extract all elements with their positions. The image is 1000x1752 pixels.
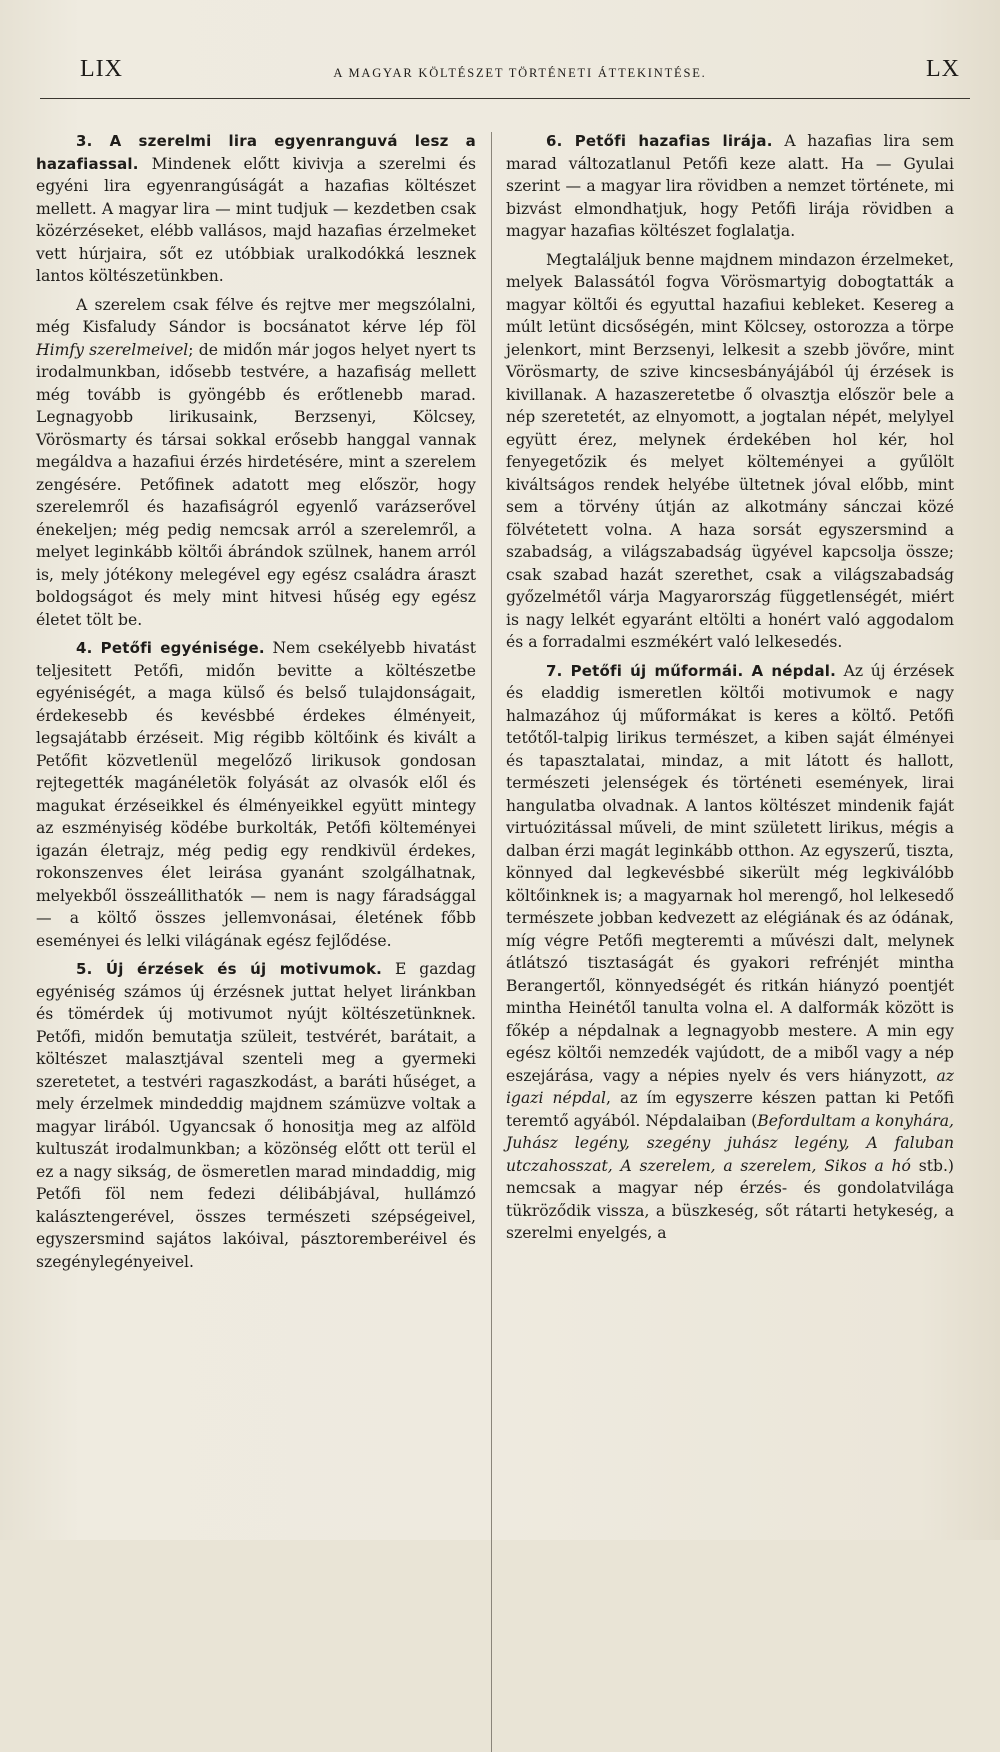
emphasis-text: az igazi népdal — [506, 1066, 954, 1107]
section-3-paragraph-2 — [36, 294, 476, 632]
song-titles: Befordultam a konyhára, Juhász legény, szegény juhász legény, A faluban utczahosszat, A szerelem, a szerelem, Sikos a hó — [506, 1111, 954, 1175]
section-4-text: Nem csekélyebb hivatást teljesitett Petőfi, midőn bevitte a költészetbe egyéniségét, a maga külső és belső tulajdonságait, érdekesebb és kevésbbé érdekes élményeit, legsajátabb érzéseit. Mig régibb költőink és kivált a Petőfit közvetlenül megelőző lirikusok gondosan rejtegették magánéletök folyását az olvasók elől és magukat érzéseikkel és élményeikkel együtt mintegy az eszményiség ködébe burkolták, Petőfi költeményei igazán életrajz, még pedig egy rendkivül érdekes, rokonszenves élet leirása gyanánt szolgálhatnak, melyekből összeállithatók — nem is nagy fáradsággal — a költő összes jellemvonásai, életének főbb eseményei és lelki világának egész fejlődése. — [36, 639, 476, 950]
right-column — [506, 126, 954, 1251]
section-5-paragraph — [36, 958, 476, 1273]
header-rule — [40, 98, 970, 99]
body-text: stb.) nemcsak a magyar nép érzés- és gondolatvilága tükröződik vissza, a büszkeség, sőt rátarti hetykeség, a szerelmi enyelgés, a — [506, 1156, 954, 1242]
section-5-heading: 5. Új érzések és új motivumok. — [76, 960, 383, 978]
section-4-heading: 4. Petőfi egyénisége. — [76, 639, 265, 657]
left-column — [36, 126, 476, 1279]
section-5-text: E gazdag egyéniség számos új érzésnek juttat helyet liránkban és tömérdek új motivumot nyújt költészetünknek. Petőfi, midőn bemutatja szüleit, testvérét, barátait, a költészet malasztjával szenteli meg a gyermeki szeretetet, a testvéri ragaszkodást, a baráti hűséget, a mely érzelmek mindeddig majdnem számüzve voltak a magyar lirából. Ugyancsak ő honositja meg az alföld kultuszát irodalmunkban; a közönség előtt ott terül el ez a nagy sikság, de ösmeretlen marad mindaddig, mig Petőfi föl nem fedezi délibábjával, hullámzó kalásztengerével, összes természeti szépségeivel, egyszersmind sajátos lakóival, pásztoremberéivel és szegénylegényeivel. — [36, 960, 476, 1271]
section-4-paragraph — [36, 637, 476, 952]
section-7-heading: 7. Petőfi új műformái. A népdal. — [546, 661, 837, 680]
body-text: Az új érzések és eladdig ismeretlen költői motivumok e nagy halmazához új műformákat is keres a költő. Petőfi tetőtől-talpig lirikus természet, a kiben saját élményei és tapasztalatai, mindaz, a mit látott és hallott, természeti jelenségek és történeti események, lirai hangulatba olvadnak. A lantos költészet mindenik faját virtuózitással műveli, de mint született lirikus, mégis a dalban érzi magát leginkább otthon. Az egyszerű, tiszta, könnyed dal legkevésbbé sikerült még legkiválóbb költőinknek is; a magyarnak hol merengő, hol lelkesedő természete jobban kedvezett az elégiának és az ódának, míg végre Petőfi megteremti a művészi dalt, melynek átlátszó tisztaságát és gyakori refrénjét mintha Berangertől, könnyedségét és ritkán hiányzó poentjét mintha Heinétől tanulta volna el. A dalformák között is főkép a népdalnak a legnagyobb mestere. A min egy egész költői nemzedék vajúdott, de a miből vagy a nép eszejárása, vagy a népies nyelv és vers hiányzott, — [506, 661, 954, 1085]
body-text: ; de midőn már jogos helyet nyert ts irodalmunkban, idősebb testvére, a hazafiság mellett még tovább is gyöngébb és erőtlenebb marad. Legnagyobb lirikusaink, Berzsenyi, Kölcsey, Vörösmarty és társai sokkal erősebb hanggal vannak megáldva a hazafiui érzés hirdetésére, mint a szerelem zengésére. Petőfinek adatott meg először, hogy szerelemről és hazafiságról egyenlő varázserővel énekeljen; még pedig nemcsak arról a szerelemről, a melyet leginkább költői ábrándok szülnek, hanem arról is, mely jótékony melegével egy egész családra áraszt boldogságot és mely mint hitvesi hűség egy egész életet tölt be. — [36, 340, 476, 629]
section-3-heading: 3. A szerelmi lira egyenranguvá lesz a hazafiassal. — [36, 132, 476, 173]
section-3-paragraph — [36, 130, 476, 288]
body-text: A szerelem csak félve és rejtve mer megszólalni, még Kisfaludy Sándor is bocsánatot kérve lép föl — [36, 295, 476, 336]
column-divider — [491, 132, 492, 1752]
section-6-heading: 6. Petőfi hazafias lirája. — [546, 132, 773, 150]
page-number-left: LIX — [80, 56, 123, 82]
section-6-paragraph-2: Megtaláljuk benne majdnem mindazon érzelmeket, melyek Balassától fogva Vörösmartyig dobogtatták a magyar költői és egyuttal hazafiui kebleket. Kesereg a múlt letünt dicsőségén, mint Kölcsey, ostorozza a törpe jelenkort, mint Berzsenyi, lelkesit a szebb jövőre, mint Vörösmarty, de szive kincsesbányájából új érzések is kivillanak. A hazaszeretetbe ő olvasztja először bele a nép szeretetét, az elnyomott, a jogtalan népét, melylyel együtt érez, melynek érdekében hol kér, hol fenyegetőzik és melyet költeményei a gyűlölt kiváltságos rendek helyébe ültetnek jóval előbb, mint sem a törvény útján az alkotmány sánczai közé fölvétetett volna. A haza sorsát egyszersmind a szabadság, a világszabadság ügyével kapcsolja össze; csak szabad hazát szerethet, csak a világszabadság győzelmétől várja Magyarország függetlenségét, miért is nagy lelkét egyaránt eltölti a honért való aggodalom és a forradalmi eszmékért való lelkesedés. — [506, 250, 954, 651]
page-header — [80, 52, 960, 92]
section-6-paragraph — [506, 130, 954, 243]
running-title: A MAGYAR KÖLTÉSZET TÖRTÉNETI ÁTTEKINTÉSE. — [333, 66, 707, 80]
section-7-paragraph — [506, 660, 954, 1245]
work-title: Himfy szerelmeivel — [36, 340, 189, 359]
body-text: , az ím egyszerre készen pattan ki Petőfi teremtő agyából. Népdalaiban ( — [506, 1089, 954, 1130]
page-number-right: LX — [926, 56, 960, 82]
section-6-text: A hazafias lira sem marad változatlanul Petőfi keze alatt. Ha — Gyulai szerint — a magyar lira rövidben a nemzet története, mi bizvást elmondhatjuk, hogy Petőfi lirája rövidben a magyar hazafias költészet foglalatja. — [506, 132, 954, 240]
section-3-text: Mindenek előtt kivivja a szerelmi és egyéni lira egyenrangúságát a hazafias költészet mellett. A magyar lira — mint tudjuk — kezdetben csak közérzéseket, elébb vallásos, majd hazafias érzelmeket vett húrjaira, sőt ez utóbbiak uralkodókká lesznek lantos költészetünkben. — [36, 154, 476, 285]
